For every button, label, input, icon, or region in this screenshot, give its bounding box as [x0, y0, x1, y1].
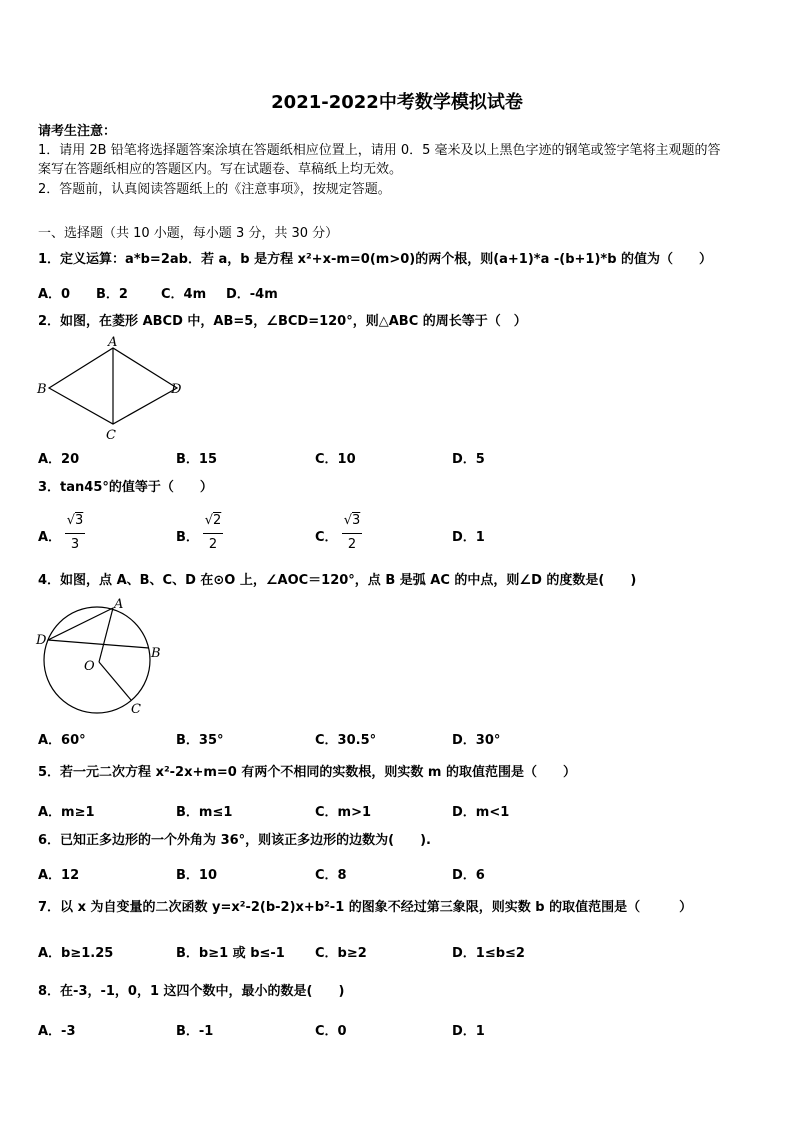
label-b: B [37, 382, 47, 397]
question-1-stem: 1．定义运算：a*b=2ab．若 a，b 是方程 x²+x-m=0(m>0)的两个根，则(a+1)*a -(b+1)*b 的值为（ ） [38, 252, 713, 267]
q6-option-c[interactable]: C．8 [315, 868, 347, 883]
q3-c-denominator: 2 [347, 537, 357, 552]
q6-option-d[interactable]: D．6 [452, 868, 485, 883]
q4-option-d[interactable]: D．30° [452, 733, 501, 748]
question-8-stem: 8．在-3，-1，0，1 这四个数中，最小的数是( ) [38, 984, 345, 999]
q5-option-d[interactable]: D．m<1 [452, 805, 510, 820]
question-7-stem: 7．以 x 为自变量的二次函数 y=x²-2(b-2)x+b²-1 的图象不经过第三象限，则实数 b 的取值范围是（ ） [38, 900, 693, 915]
q1-option-c[interactable]: C．4m [161, 287, 207, 302]
q2-option-c[interactable]: C．10 [315, 452, 356, 467]
q5-option-c[interactable]: C．m>1 [315, 805, 372, 820]
q4-option-b[interactable]: B．35° [176, 733, 224, 748]
q5-option-a[interactable]: A．m≥1 [38, 805, 95, 820]
question-6-stem: 6．已知正多边形的一个外角为 36°，则该正多边形的边数为( ). [38, 833, 431, 848]
notice-line-1b: 案写在答题纸相应的答题区内。写在试题卷、草稿纸上均无效。 [38, 162, 403, 177]
q1-option-a[interactable]: A．0 [38, 287, 71, 302]
q8-option-a[interactable]: A．-3 [38, 1024, 76, 1039]
circle-figure [30, 596, 170, 720]
question-5-stem: 5．若一元二次方程 x²-2x+m=0 有两个不相同的实数根，则实数 m 的取值范围是（ ） [38, 765, 576, 780]
question-3-stem: 3．tan45°的值等于（ ） [38, 480, 213, 495]
q3-b-numerator: 2 [213, 513, 222, 528]
q8-option-d[interactable]: D．1 [452, 1024, 485, 1039]
q2-option-d[interactable]: D．5 [452, 452, 485, 467]
q2-option-a[interactable]: A．20 [38, 452, 80, 467]
q4-option-c[interactable]: C．30.5° [315, 733, 377, 748]
q8-option-c[interactable]: C．0 [315, 1024, 347, 1039]
q3-a-numerator: 3 [75, 513, 84, 528]
q6-option-a[interactable]: A．12 [38, 868, 80, 883]
label-a: A [114, 597, 124, 612]
question-4-stem: 4．如图，点 A、B、C、D 在⊙O 上，∠AOC＝120°，点 B 是弧 AC 的中点，则∠D 的度数是( ) [38, 573, 637, 588]
q8-option-b[interactable]: B．-1 [176, 1024, 214, 1039]
label-c: C [131, 702, 141, 717]
label-a: A [108, 336, 118, 350]
q1-option-d[interactable]: D．-4m [226, 287, 278, 302]
q3-b-denominator: 2 [208, 537, 218, 552]
q5-option-b[interactable]: B．m≤1 [176, 805, 233, 820]
notice-line-2: 2．答题前，认真阅读答题纸上的《注意事项》，按规定答题。 [38, 182, 391, 197]
label-b: B [151, 646, 161, 661]
q6-option-b[interactable]: B．10 [176, 868, 217, 883]
q7-option-b[interactable]: B．b≥1 或 b≤-1 [176, 946, 285, 961]
label-c: C [106, 428, 116, 443]
rhombus-figure [34, 336, 194, 444]
q7-option-d[interactable]: D．1≤b≤2 [452, 946, 525, 961]
q3-a-denominator: 3 [70, 537, 80, 552]
q3-c-numerator: 3 [352, 513, 361, 528]
q4-option-a[interactable]: A．60° [38, 733, 86, 748]
section-heading: 一、选择题（共 10 小题，每小题 3 分，共 30 分） [38, 226, 339, 241]
q3-option-d[interactable]: D．1 [452, 530, 485, 545]
label-d: D [36, 633, 47, 648]
q3-option-a[interactable]: A． √3 3 [38, 513, 98, 557]
q3-option-b[interactable]: B． √2 2 [176, 513, 236, 557]
notice-line-1a: 1．请用 2B 铅笔将选择题答案涂填在答题纸相应位置上，请用 0．5 毫米及以上黑色字迹的钢笔或签字笔将主观题的答 [38, 143, 721, 158]
q7-option-a[interactable]: A．b≥1.25 [38, 946, 114, 961]
q7-option-c[interactable]: C．b≥2 [315, 946, 367, 961]
q1-option-b[interactable]: B．2 [96, 287, 128, 302]
question-2-stem: 2．如图，在菱形 ABCD 中，AB=5，∠BCD=120°，则△ABC 的周长等于（ ） [38, 314, 527, 329]
q3-option-c[interactable]: C． √3 2 [315, 513, 375, 557]
page-title: 2021-2022中考数学模拟试卷 [271, 92, 523, 113]
label-o: O [84, 659, 95, 674]
notice-heading: 请考生注意： [38, 124, 117, 139]
q2-option-b[interactable]: B．15 [176, 452, 217, 467]
label-d: D [171, 382, 182, 397]
